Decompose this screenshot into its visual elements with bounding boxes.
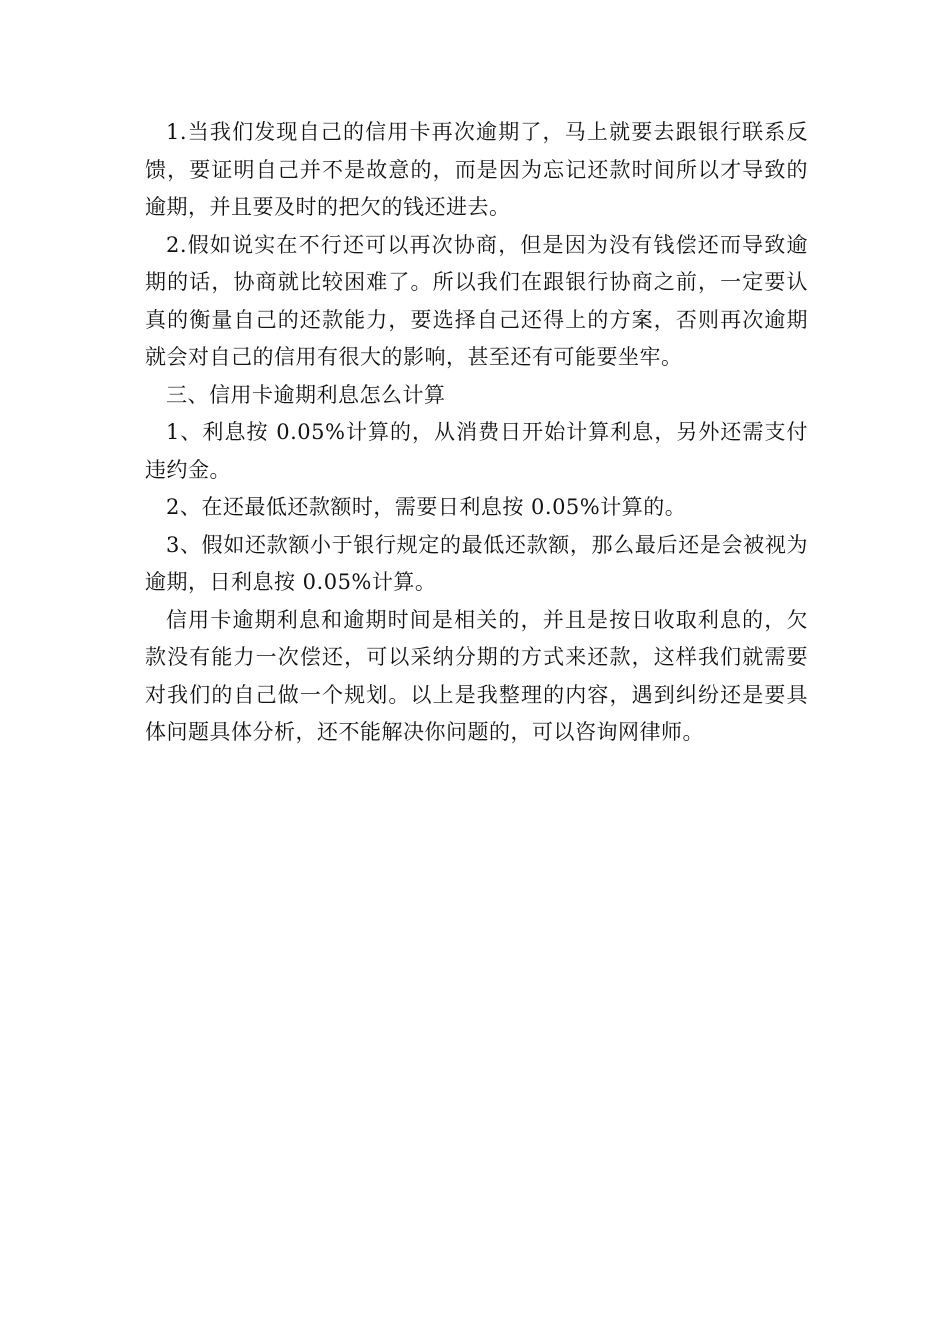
paragraph-2: 2.假如说实在不行还可以再次协商，但是因为没有钱偿还而导致逾期的话，协商就比较困难了。所以我们在跟银行协商之前，一定要认真的衡量自己的还款能力，要选择自己还得上的方案，否则再次逾期就会对自己的信用有很大的影响，甚至还有可能要坐牢。	[145, 232, 808, 369]
paragraph-item-2: 2、在还最低还款额时，需要日利息按 0.05%计算的。	[166, 495, 687, 519]
section-heading: 三、信用卡逾期利息怎么计算	[166, 382, 446, 407]
paragraph-item-3: 3、假如还款额小于银行规定的最低还款额，那么最后还是会被视为逾期，日利息按 0.05%计算。	[145, 532, 808, 594]
paragraph-summary: 信用卡逾期利息和逾期时间是相关的，并且是按日收取利息的，欠款没有能力一次偿还，可以采纳分期的方式来还款，这样我们就需要对我们的自己做一个规划。以上是我整理的内容，遇到纠纷还是要具体问题具体分析，还不能解决你问题的，可以咨询网律师。	[145, 607, 808, 744]
paragraph-item-1: 1、利息按 0.05%计算的，从消费日开始计算利息，另外还需支付违约金。	[145, 420, 808, 482]
paragraph-1: 1.当我们发现自己的信用卡再次逾期了，马上就要去跟银行联系反馈，要证明自己并不是故意的，而是因为忘记还款时间所以才导致的逾期，并且要及时的把欠的钱还进去。	[145, 120, 808, 219]
document-body	[145, 114, 808, 752]
